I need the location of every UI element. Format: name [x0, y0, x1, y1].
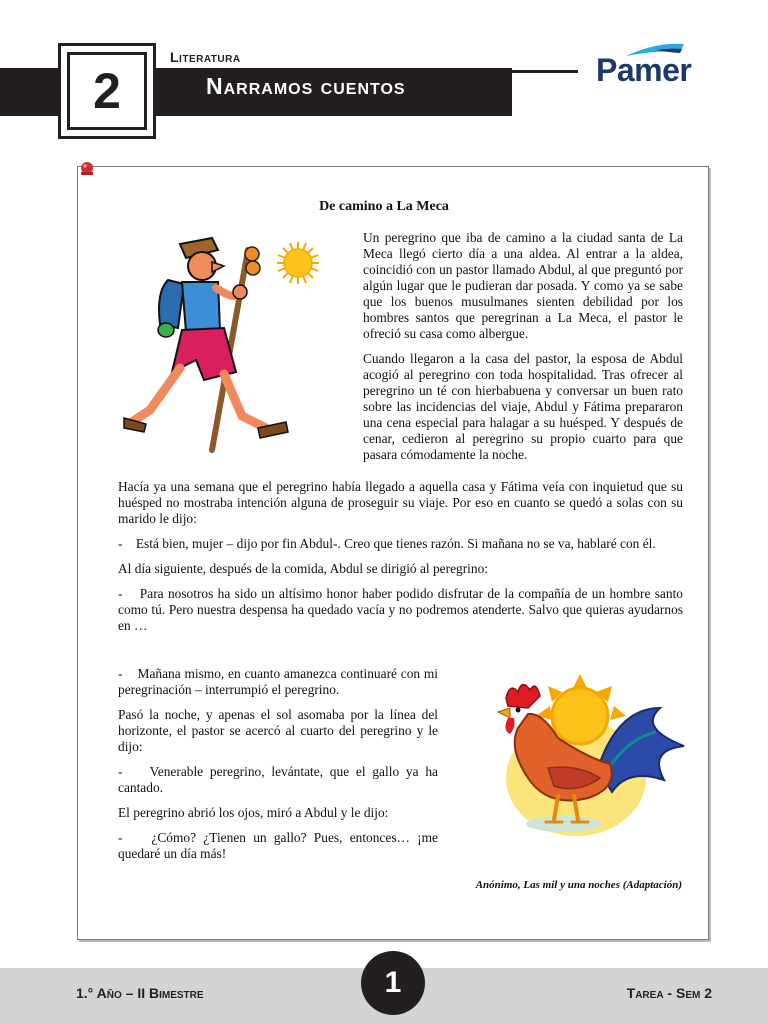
story-dialogue: - ¿Cómo? ¿Tienen un gallo? Pues, entonces… ¡me quedaré un día más!	[118, 830, 438, 861]
unit-number-box	[58, 43, 156, 139]
brand-logo	[596, 40, 716, 90]
subject-label: Literatura	[170, 49, 241, 65]
hiker-illustration	[120, 232, 330, 462]
story-full-width	[118, 479, 683, 643]
story-paragraph: Pasó la noche, y apenas el sol asomaba por la línea del horizonte, el pastor se acercó al cuarto del peregrino y le dijo:	[118, 707, 438, 754]
story-paragraph: Cuando llegaron a la casa del pastor, la esposa de Abdul acogió al peregrino con toda hospitalidad. Tras ofrecer al peregrino un té con hierbabuena y conversar un buen rato sobre las incidencias del viaje, Abdul y Fátima prepararon una cena especial para halagar a su huésped. Y después de cenar, cedieron al peregrino su propio cuarto para que pasara cómodamente la noche.	[363, 351, 683, 462]
story-title: De camino a La Meca	[319, 199, 449, 214]
sun-icon	[277, 242, 319, 284]
story-paragraph: Hacía ya una semana que el peregrino había llegado a aquella casa y Fátima veía con inquietud que su huésped no mostraba intención alguna de proseguir su viaje. Por eso en cuanto se quedó a solas con su marido le dijo:	[118, 479, 683, 526]
story-dialogue: - Para nosotros ha sido un altísimo honor haber podido disfrutar de la compañía de un hombre santo como tú. Pero nuestra despensa ha quedado vacía y no podremos atenderte. Salvo que quieras ayudarnos en …	[118, 586, 683, 633]
story-dialogue: - Mañana mismo, en cuanto amanezca continuaré con mi peregrinación – interrumpió el peregrino.	[118, 666, 438, 697]
story-column-left	[118, 666, 438, 871]
story-dialogue: - Está bien, mujer – dijo por fin Abdul-. Creo que tienes razón. Si mañana no se va, hablaré con él.	[118, 536, 656, 551]
story-column-right	[363, 230, 683, 472]
page-title: Narramos cuentos	[206, 73, 406, 99]
pushpin-icon	[78, 160, 96, 178]
brand-name: Pamer	[596, 52, 692, 88]
page-number: 1	[361, 951, 425, 1015]
story-paragraph: El peregrino abrió los ojos, miró a Abdul y le dijo:	[118, 805, 389, 820]
story-credit: Anónimo, Las mil y una noches (Adaptación)	[475, 879, 682, 891]
rooster-illustration	[488, 668, 688, 838]
footer-task-label: Tarea - Sem 2	[626, 985, 712, 1001]
footer-grade-label: 1.° Año – II Bimestre	[76, 985, 204, 1001]
story-dialogue: - Venerable peregrino, levántate, que el gallo ya ha cantado.	[118, 764, 438, 795]
story-paragraph: Al día siguiente, después de la comida, Abdul se dirigió al peregrino:	[118, 561, 489, 576]
header-rule	[512, 70, 578, 73]
story-paragraph: Un peregrino que iba de camino a la ciudad santa de La Meca llegó cierto día a una aldea. Al entrar a la aldea, coincidió con un pastor llamado Abdul, al que preguntó por algún lugar que le pudieran dar posada. Y como ya se sabe que los buenos musulmanes sienten debilidad por los hombres santos que peregrinan a La Meca, el pastor le ofreció su casa como albergue.	[363, 230, 683, 341]
unit-number: 2	[67, 52, 147, 130]
